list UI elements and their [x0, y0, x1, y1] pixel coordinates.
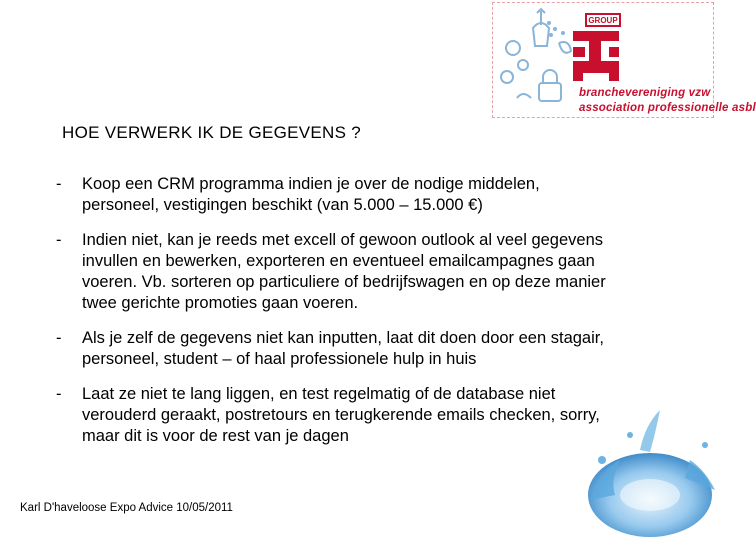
bullet-marker: - [56, 175, 62, 193]
bullet-list [56, 174, 616, 459]
slide-title: HOE VERWERK IK DE GEGEVENS ? [62, 123, 362, 142]
bullet-text: Laat ze niet te lang liggen, en test regelmatig of de database niet verouderd geraakt, postretours en terugkerende emails checken, sorry, maar dit is voor de rest van je dagen [82, 385, 600, 445]
bullet-marker: - [56, 385, 62, 403]
bubble-icon [506, 41, 520, 55]
bullet-item [56, 230, 616, 314]
bullet-marker: - [56, 329, 62, 347]
bullet-text: Indien niet, kan je reeds met excell of gewoon outlook al veel gegevens invullen en bewerken, exporteren en eventueel emailcampagnes gaan voeren. Vb. sorteren op particuliere of bedrijfswagen en op deze manier twee gerichte promoties gaan voeren. [82, 231, 606, 312]
slide-footer: Karl D'haveloose Expo Advice 10/05/2011 [20, 502, 233, 514]
bubble-icon [501, 71, 513, 83]
bucket-icon [533, 23, 549, 46]
bullet-item [56, 384, 616, 447]
logo-tagline-fr: association professionelle asbl [579, 102, 756, 114]
logo-group-label: GROUP [585, 13, 621, 27]
bullet-item [56, 174, 616, 216]
cst-letters [573, 31, 619, 81]
bullet-text: Als je zelf de gegevens niet kan inputten, laat dit doen door een stagair, personeel, student – of haal professionele hulp in huis [82, 329, 604, 368]
lock-icon [539, 83, 561, 101]
water-splash-decoration [540, 400, 720, 540]
bullet-marker: - [56, 231, 62, 249]
spray-icon [559, 42, 571, 53]
bubble-icon [518, 60, 528, 70]
logo-tagline-nl: branchevereniging vzw [579, 87, 711, 99]
cst-group-logo [492, 2, 756, 118]
bullet-item [56, 328, 616, 370]
bullet-text: Koop een CRM programma indien je over de nodige middelen, personeel, vestigingen beschikt (van 5.000 – 15.000 €) [82, 175, 540, 214]
